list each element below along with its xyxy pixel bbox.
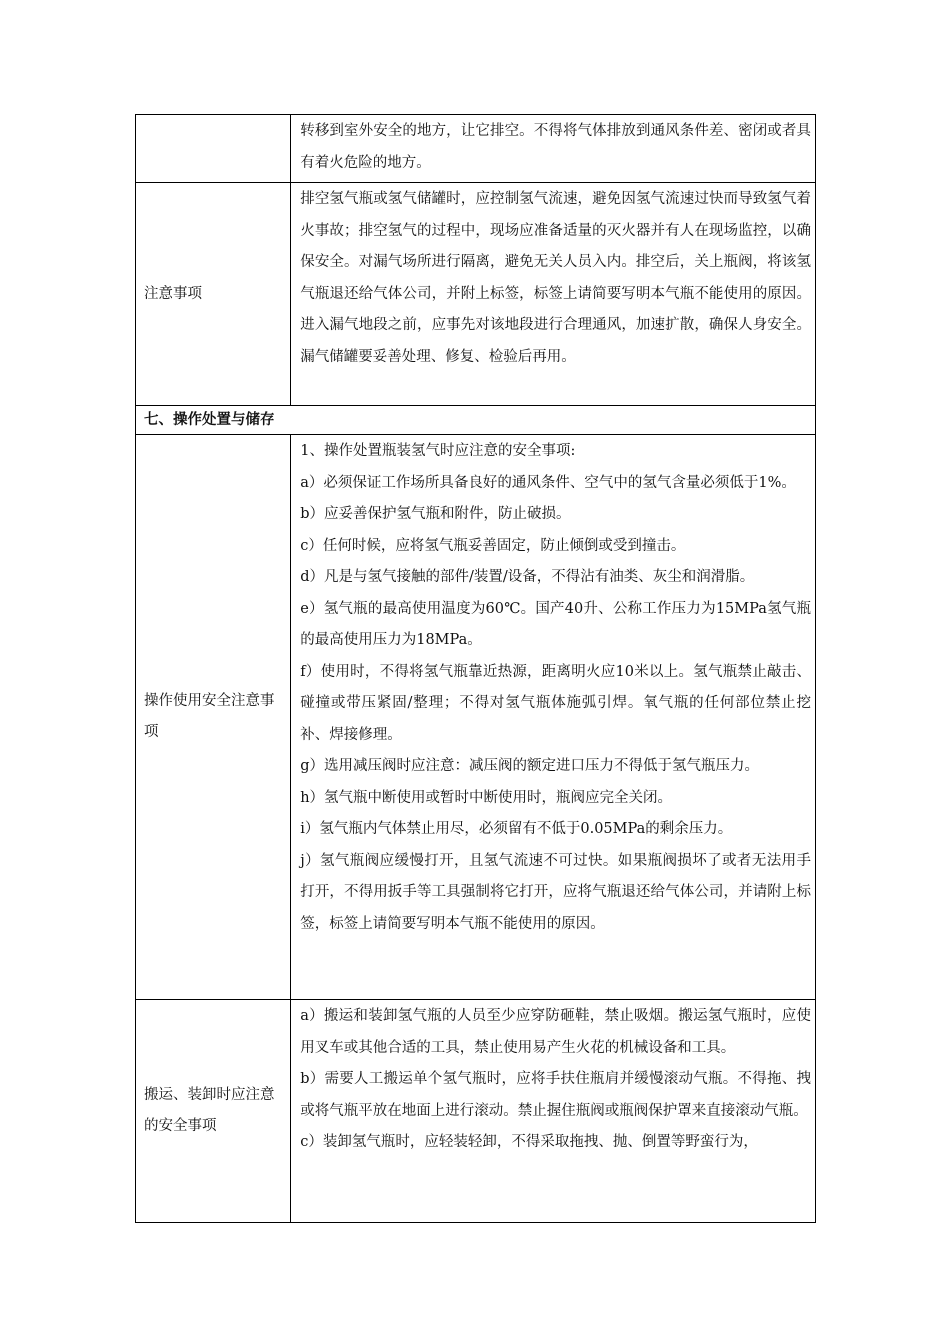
content-paragraph: 排空氢气瓶或氢气储罐时，应控制氢气流速，避免因氢气流速过快而导致氢气着火事故；排空氢气的过程中，现场应准备适量的灭火器并有人在现场监控，以确保安全。对漏气场所进行隔离，避免无关人员入内。排空后，关上瓶阀，将该氢气瓶退还给气体公司，并附上标签，标签上请简要写明本气瓶不能使用的原因。进入漏气地段之前，应事先对该地段进行合理通风，加速扩散，确保人身安全。漏气储罐要妥善处理、修复、检验后再用。 bbox=[300, 191, 811, 365]
table-row-handling bbox=[136, 1000, 816, 1223]
content-paragraph: d）凡是与氢气接触的部件/装置/设备，不得沾有油类、灰尘和润滑脂。 bbox=[300, 569, 755, 585]
table-row-section-heading bbox=[136, 406, 816, 435]
label-cell-operations: 操作使用安全注意事项 bbox=[136, 435, 291, 1000]
content-paragraph: a）搬运和装卸氢气瓶的人员至少应穿防砸鞋，禁止吸烟。搬运氢气瓶时，应使用叉车或其他合适的工具，禁止使用易产生火花的机械设备和工具。 bbox=[300, 1008, 811, 1056]
content-paragraph: g）选用减压阀时应注意：减压阀的额定进口压力不得低于氢气瓶压力。 bbox=[300, 758, 759, 774]
content-paragraph: j）氢气瓶阀应缓慢打开，且氢气流速不可过快。如果瓶阀损坏了或者无法用手打开，不得用扳手等工具强制将它打开，应将气瓶退还给气体公司，并请附上标签，标签上请简要写明本气瓶不能使用的原因。 bbox=[300, 852, 811, 932]
content-paragraph: h）氢气瓶中断使用或暂时中断使用时，瓶阀应完全关闭。 bbox=[300, 789, 673, 806]
content-paragraph: f）使用时，不得将氢气瓶靠近热源，距离明火应10米以上。氢气瓶禁止敲击、碰撞或带压紧固/整理；不得对氢气瓶体施弧引焊。氧气瓶的任何部位禁止挖补、焊接修理。 bbox=[300, 663, 811, 743]
content-cell-notes bbox=[291, 183, 816, 406]
table-row-continued bbox=[136, 115, 816, 183]
content-cell-operations bbox=[291, 435, 816, 1000]
content-paragraph: c）装卸氢气瓶时，应轻装轻卸，不得采取拖拽、抛、倒置等野蛮行为， bbox=[300, 1134, 758, 1150]
label-cell-notes: 注意事项 bbox=[136, 183, 291, 406]
content-paragraph: b）应妥善保护氢气瓶和附件，防止破损。 bbox=[300, 506, 571, 522]
content-cell-handling bbox=[291, 1000, 816, 1223]
content-paragraph: c）任何时候，应将氢气瓶妥善固定，防止倾倒或受到撞击。 bbox=[300, 537, 686, 554]
content-paragraph: i）氢气瓶内气体禁止用尽，必须留有不低于0.05MPa的剩余压力。 bbox=[300, 821, 733, 837]
content-cell-continued bbox=[291, 115, 816, 183]
content-paragraph: a）必须保证工作场所具备良好的通风条件、空气中的氢气含量必须低于1%。 bbox=[300, 474, 796, 491]
content-paragraph: 1、操作处置瓶装氢气时应注意的安全事项: bbox=[300, 443, 576, 459]
label-cell-handling: 搬运、装卸时应注意的安全事项 bbox=[136, 1000, 291, 1223]
document-table bbox=[135, 114, 816, 1223]
content-paragraph: b）需要人工搬运单个氢气瓶时，应将手扶住瓶肩并缓慢滚动气瓶。不得拖、拽或将气瓶平放在地面上进行滚动。禁止握住瓶阀或瓶阀保护罩来直接滚动气瓶。 bbox=[300, 1071, 811, 1119]
content-paragraph: 转移到室外安全的地方，让它排空。不得将气体排放到通风条件差、密闭或者具有着火危险的地方。 bbox=[300, 123, 811, 171]
content-paragraph: e）氢气瓶的最高使用温度为60℃。国产40升、公称工作压力为15MPa氢气瓶的最高使用压力为18MPa。 bbox=[300, 600, 811, 648]
label-cell-empty bbox=[136, 115, 291, 183]
section-heading: 七、操作处置与储存 bbox=[136, 406, 816, 435]
table-row-notes bbox=[136, 183, 816, 406]
table-row-operations bbox=[136, 435, 816, 1000]
